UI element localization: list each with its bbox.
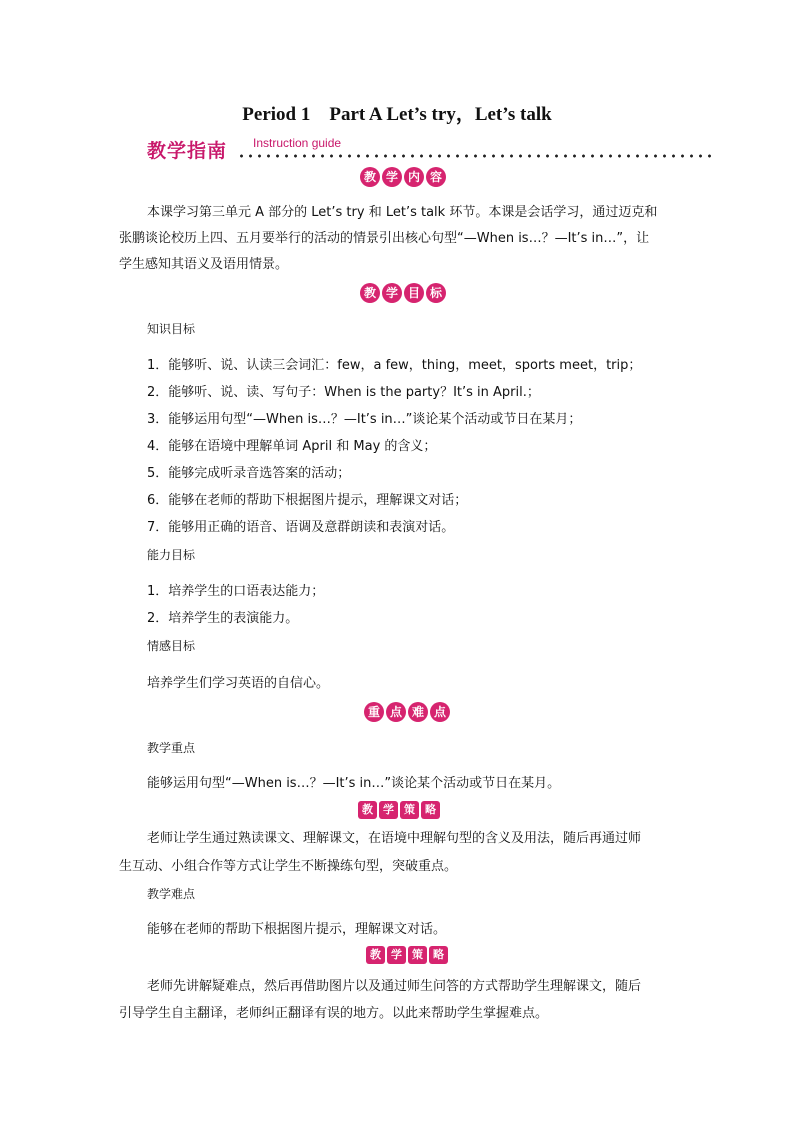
badge-teaching-content: [360, 167, 446, 187]
content-line-3: 学生感知其语义及语用情景。: [119, 257, 289, 272]
badge-char: 教: [360, 283, 380, 303]
emotion-heading: 情感目标: [147, 639, 196, 653]
badge-char: 学: [379, 801, 398, 819]
badge-char: 略: [421, 801, 440, 819]
badge-char: 策: [408, 946, 427, 964]
badge-char: 学: [382, 167, 402, 187]
guide-title-en: Instruction guide: [253, 136, 342, 150]
badge-char: 教: [358, 801, 377, 819]
badge-char: 策: [400, 801, 419, 819]
dotted-rule: [237, 154, 712, 158]
knowledge-item: 5．能够完成听录音选答案的活动；: [147, 466, 351, 481]
badge-char: 教: [360, 167, 380, 187]
knowledge-heading: 知识目标: [147, 322, 196, 336]
badge-strategy-2: [366, 946, 448, 966]
content-line-1: 本课学习第三单元 A 部分的 Let’s try 和 Let’s talk 环节。本课是会话学习，通过迈克和: [147, 205, 658, 220]
ability-heading: 能力目标: [147, 548, 196, 562]
emotion-text: 培养学生们学习英语的自信心。: [147, 676, 330, 691]
key-text: 能够运用句型“—When is…？—It’s in…”谈论某个活动或节日在某月。: [147, 776, 561, 791]
knowledge-item: 2．能够听、说、读、写句子：When is the party？It’s in April.；: [147, 385, 540, 400]
strategy1-line-2: 生互动、小组合作等方式让学生不断操练句型，突破重点。: [119, 859, 458, 874]
badge-char: 略: [429, 946, 448, 964]
knowledge-item: 6．能够在老师的帮助下根据图片提示，理解课文对话；: [147, 493, 468, 508]
knowledge-item: 7．能够用正确的语音、语调及意群朗读和表演对话。: [147, 520, 455, 535]
difficulty-heading: 教学难点: [147, 887, 196, 901]
badge-strategy-1: [358, 801, 440, 821]
badge-char: 点: [430, 702, 450, 722]
badge-char: 容: [426, 167, 446, 187]
page-title: Period 1 Part A Let’s try，Let’s talk: [242, 104, 552, 125]
badge-char: 目: [404, 283, 424, 303]
ability-item: 2．培养学生的表演能力。: [147, 611, 299, 626]
section-header-instruction-guide: [147, 136, 712, 162]
knowledge-item: 3．能够运用句型“—When is…？—It’s in…”谈论某个活动或节日在某月；: [147, 412, 582, 427]
badge-char: 点: [386, 702, 406, 722]
badge-char: 重: [364, 702, 384, 722]
knowledge-item: 4．能够在语境中理解单词 April 和 May 的含义；: [147, 439, 437, 454]
badge-char: 内: [404, 167, 424, 187]
strategy1-line-1: 老师让学生通过熟读课文、理解课文，在语境中理解句型的含义及用法，随后再通过师: [147, 831, 642, 846]
key-heading: 教学重点: [147, 741, 196, 755]
badge-char: 学: [382, 283, 402, 303]
badge-char: 标: [426, 283, 446, 303]
badge-teaching-goals: [360, 283, 446, 303]
ability-item: 1．培养学生的口语表达能力；: [147, 584, 325, 599]
badge-key-difficulty: [364, 702, 450, 722]
badge-char: 教: [366, 946, 385, 964]
difficulty-text: 能够在老师的帮助下根据图片提示，理解课文对话。: [147, 922, 447, 937]
strategy2-line-1: 老师先讲解疑难点，然后再借助图片以及通过师生问答的方式帮助学生理解课文，随后: [147, 979, 642, 994]
strategy2-line-2: 引导学生自主翻译，老师纠正翻译有误的地方。以此来帮助学生掌握难点。: [119, 1006, 549, 1021]
badge-char: 难: [408, 702, 428, 722]
guide-title-cn: 教学指南: [147, 140, 228, 162]
content-line-2: 张鹏谈论校历上四、五月要举行的活动的情景引出核心句型“—When is…？—It’s in…”，让: [119, 231, 650, 246]
badge-char: 学: [387, 946, 406, 964]
knowledge-item: 1．能够听、说、认读三会词汇：few，a few，thing，meet，sports meet，trip；: [147, 358, 642, 373]
